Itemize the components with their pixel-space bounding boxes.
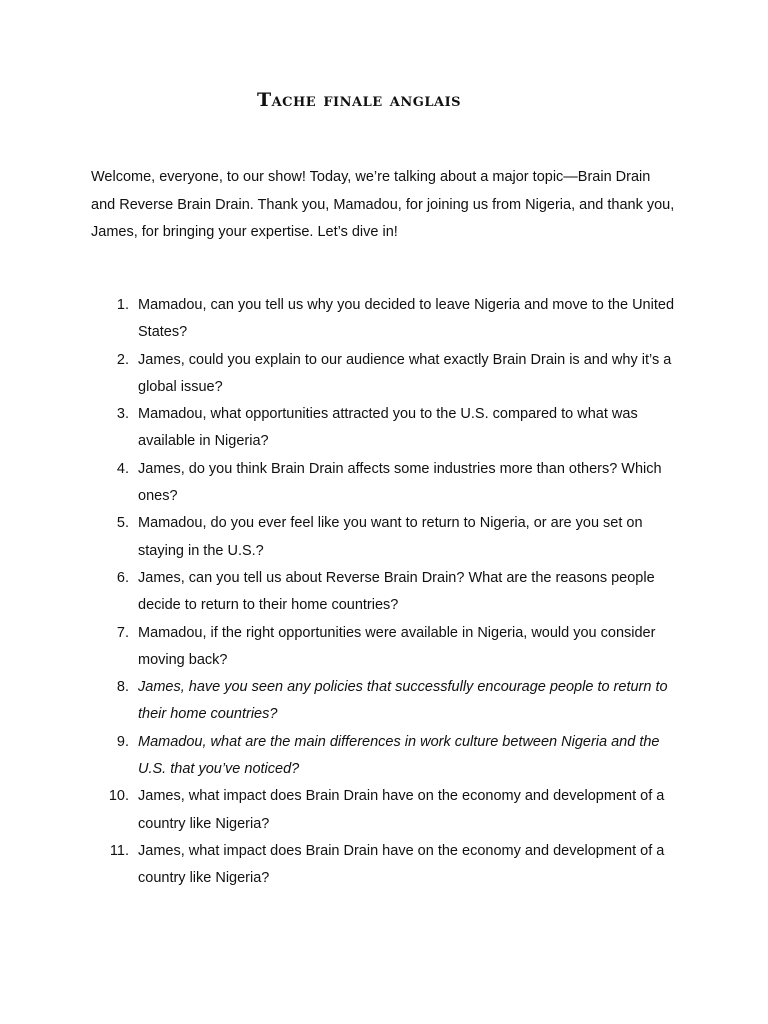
question-number: 7. [116, 624, 129, 641]
question-text: James, can you tell us about Reverse Brain Drain? What are the reasons people decide to return to their home countries? [138, 569, 655, 614]
question-item [91, 674, 681, 729]
document-title: Tache finale anglais [256, 89, 462, 111]
question-number: 1. [116, 297, 129, 313]
question-number: 4. [116, 460, 129, 477]
question-item [91, 838, 681, 893]
question-number: 10. [108, 788, 129, 805]
question-text: Mamadou, what opportunities attracted you to the U.S. compared to what was available in Nigeria? [138, 406, 638, 450]
question-text: Mamadou, if the right opportunities were available in Nigeria, would you consider moving back? [138, 624, 656, 668]
question-item [91, 347, 681, 402]
question-item [91, 565, 681, 620]
question-text: James, what impact does Brain Drain have on the economy and development of a country like Nigeria? [138, 842, 665, 887]
question-item [91, 456, 681, 511]
question-number: 8. [116, 679, 129, 696]
question-item [91, 729, 681, 784]
question-item [91, 401, 681, 456]
question-number: 2. [116, 351, 129, 368]
question-text: Mamadou, do you ever feel like you want to return to Nigeria, or are you set on staying in the U.S.? [138, 515, 643, 559]
intro-paragraph: Welcome, everyone, to our show! Today, we’re talking about a major topic—Brain Drain and Reverse Brain Drain. Thank you, Mamadou, for joining us from Nigeria, and thank you, James, for bringing your expertise. Let’s dive in! [91, 169, 675, 240]
question-item [91, 292, 681, 347]
question-item [91, 510, 681, 565]
question-item [91, 783, 681, 838]
question-number: 11. [109, 842, 129, 859]
question-text: James, could you explain to our audience what exactly Brain Drain is and why it’s a global issue? [138, 351, 672, 395]
question-text: James, have you seen any policies that successfully encourage people to return to their home countries? [138, 679, 668, 723]
question-text: Mamadou, what are the main differences in work culture between Nigeria and the U.S. that you’ve noticed? [138, 733, 660, 778]
question-item [91, 620, 681, 675]
question-number: 3. [116, 406, 129, 423]
question-text: James, what impact does Brain Drain have on the economy and development of a country like Nigeria? [138, 788, 665, 832]
question-number: 5. [116, 515, 129, 532]
question-text: Mamadou, can you tell us why you decided to leave Nigeria and move to the United States? [138, 297, 675, 341]
question-number: 6. [116, 569, 129, 586]
question-text: James, do you think Brain Drain affects some industries more than others? Which ones? [138, 460, 662, 505]
question-number: 9. [116, 733, 129, 750]
question-list [91, 292, 681, 893]
